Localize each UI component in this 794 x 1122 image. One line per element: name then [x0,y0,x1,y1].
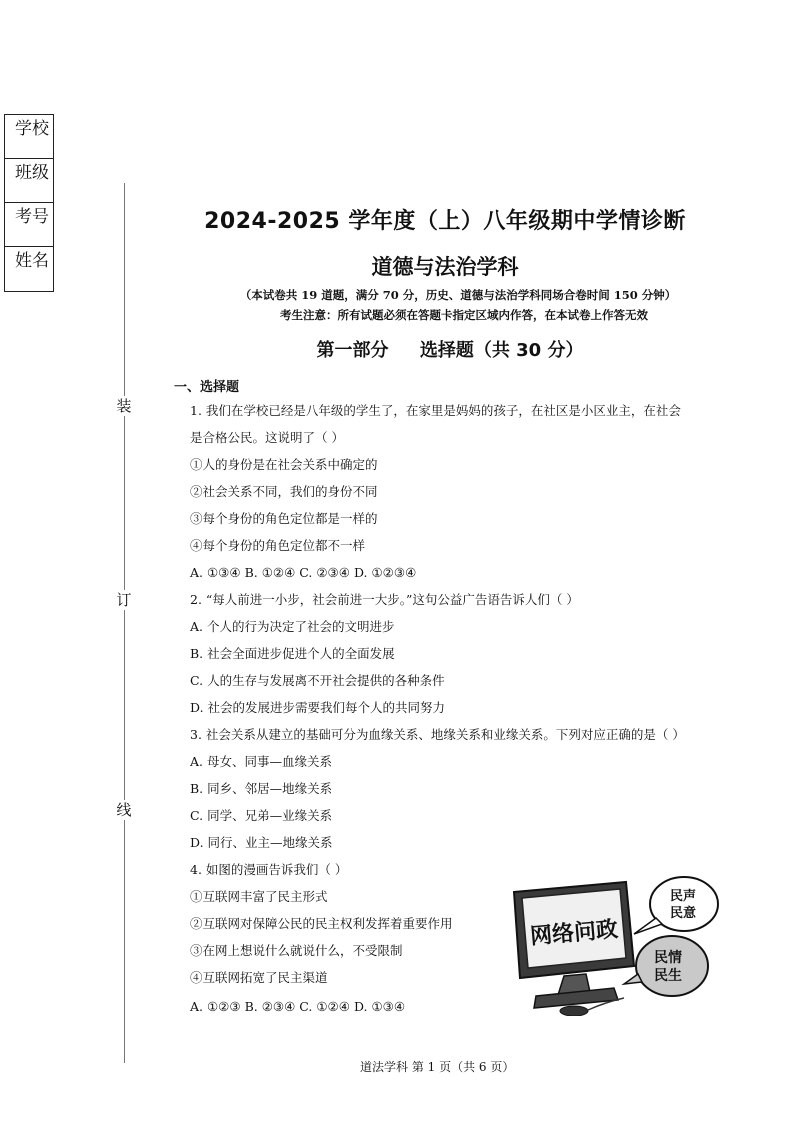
cartoon-bubble-2-line-2: 民生 [654,968,682,984]
question-3-stem: 3. 社会关系从建立的基础可分为血缘关系、地缘关系和业缘关系。下列对应正确的是（ ） [190,727,685,742]
cartoon-bubble-1-line-1: 民声 [670,889,697,904]
question-4-stem: 4. 如图的漫画告诉我们（ ） [190,862,348,877]
question-4-option-3: ③在网上想说什么就说什么，不受限制 [190,943,403,958]
question-3-option-d: D. 同行、业主—地缘关系 [190,835,333,850]
question-1-option-2: ②社会关系不同，我们的身份不同 [190,484,378,499]
binding-char-ding: 订 [116,591,132,609]
question-4-option-2: ②互联网对保障公民的民主权利发挥着重要作用 [190,916,453,931]
question-1-choices: A. ①③④ B. ①②④ C. ②③④ D. ①②③④ [190,565,417,580]
exam-notice: 考生注意：所有试题必须在答题卡指定区域内作答，在本试卷上作答无效 [280,308,648,322]
question-2-option-b: B. 社会全面进步促进个人的全面发展 [190,646,395,661]
question-4-option-1: ①互联网丰富了民主形式 [190,889,328,904]
question-3-option-a: A. 母女、同事—血缘关系 [190,754,332,769]
question-1-option-1: ①人的身份是在社会关系中确定的 [190,457,378,472]
student-info-boxes [4,114,56,292]
cartoon-bubble-2-line-1: 民情 [654,950,682,966]
question-4-choices: A. ①②③ B. ②③④ C. ①②④ D. ①③④ [190,999,406,1014]
info-label-school: 学校 [15,119,49,139]
exam-note: （本试卷共 19 道题，满分 70 分，历史、道德与法治学科同场合卷时间 150 分钟） [239,288,677,302]
info-label-class: 班级 [15,163,49,183]
exam-title: 2024-2025 学年度（上）八年级期中学情诊断 [204,209,686,234]
question-2-stem: 2. “每人前进一小步，社会前进一大步。”这句公益广告语告诉人们（ ） [190,592,579,607]
info-box-school [4,114,54,158]
cartoon-screen-text: 网络问政 [529,917,620,950]
info-box-class [4,158,54,202]
question-1-stem-line-2: 是合格公民。这说明了（ ） [190,430,344,445]
section-heading: 一、选择题 [174,380,240,395]
binding-char-zhuang: 装 [116,397,132,415]
part-title: 第一部分 选择题（共 30 分） [316,340,584,361]
exam-subtitle: 道德与法治学科 [371,255,519,279]
binding-char-xian: 线 [116,801,132,819]
info-label-exam-number: 考号 [15,207,49,227]
binding-line [124,183,125,1063]
cartoon-bubble-1-line-2: 民意 [670,906,697,921]
question-2-option-c: C. 人的生存与发展离不开社会提供的各种条件 [190,673,445,688]
page-footer: 道法学科 第 1 页（共 6 页） [360,1060,515,1074]
question-4-option-4: ④互联网拓宽了民主渠道 [190,970,328,985]
question-1-stem-line-1: 1. 我们在学校已经是八年级的学生了，在家里是妈妈的孩子，在社区是小区业主，在社会 [190,403,681,418]
cartoon-illustration [506,874,720,1016]
question-2-option-d: D. 社会的发展进步需要我们每个人的共同努力 [190,700,446,715]
question-3-option-c: C. 同学、兄弟—业缘关系 [190,808,333,823]
question-1-option-3: ③每个身份的角色定位都是一样的 [190,511,378,526]
question-1-option-4: ④每个身份的角色定位都不一样 [190,538,366,553]
info-box-name [4,246,54,292]
question-3-option-b: B. 同乡、邻居—地缘关系 [190,781,333,796]
question-2-option-a: A. 个人的行为决定了社会的文明进步 [190,619,395,634]
info-box-exam-number [4,202,54,246]
info-label-name: 姓名 [15,251,49,271]
